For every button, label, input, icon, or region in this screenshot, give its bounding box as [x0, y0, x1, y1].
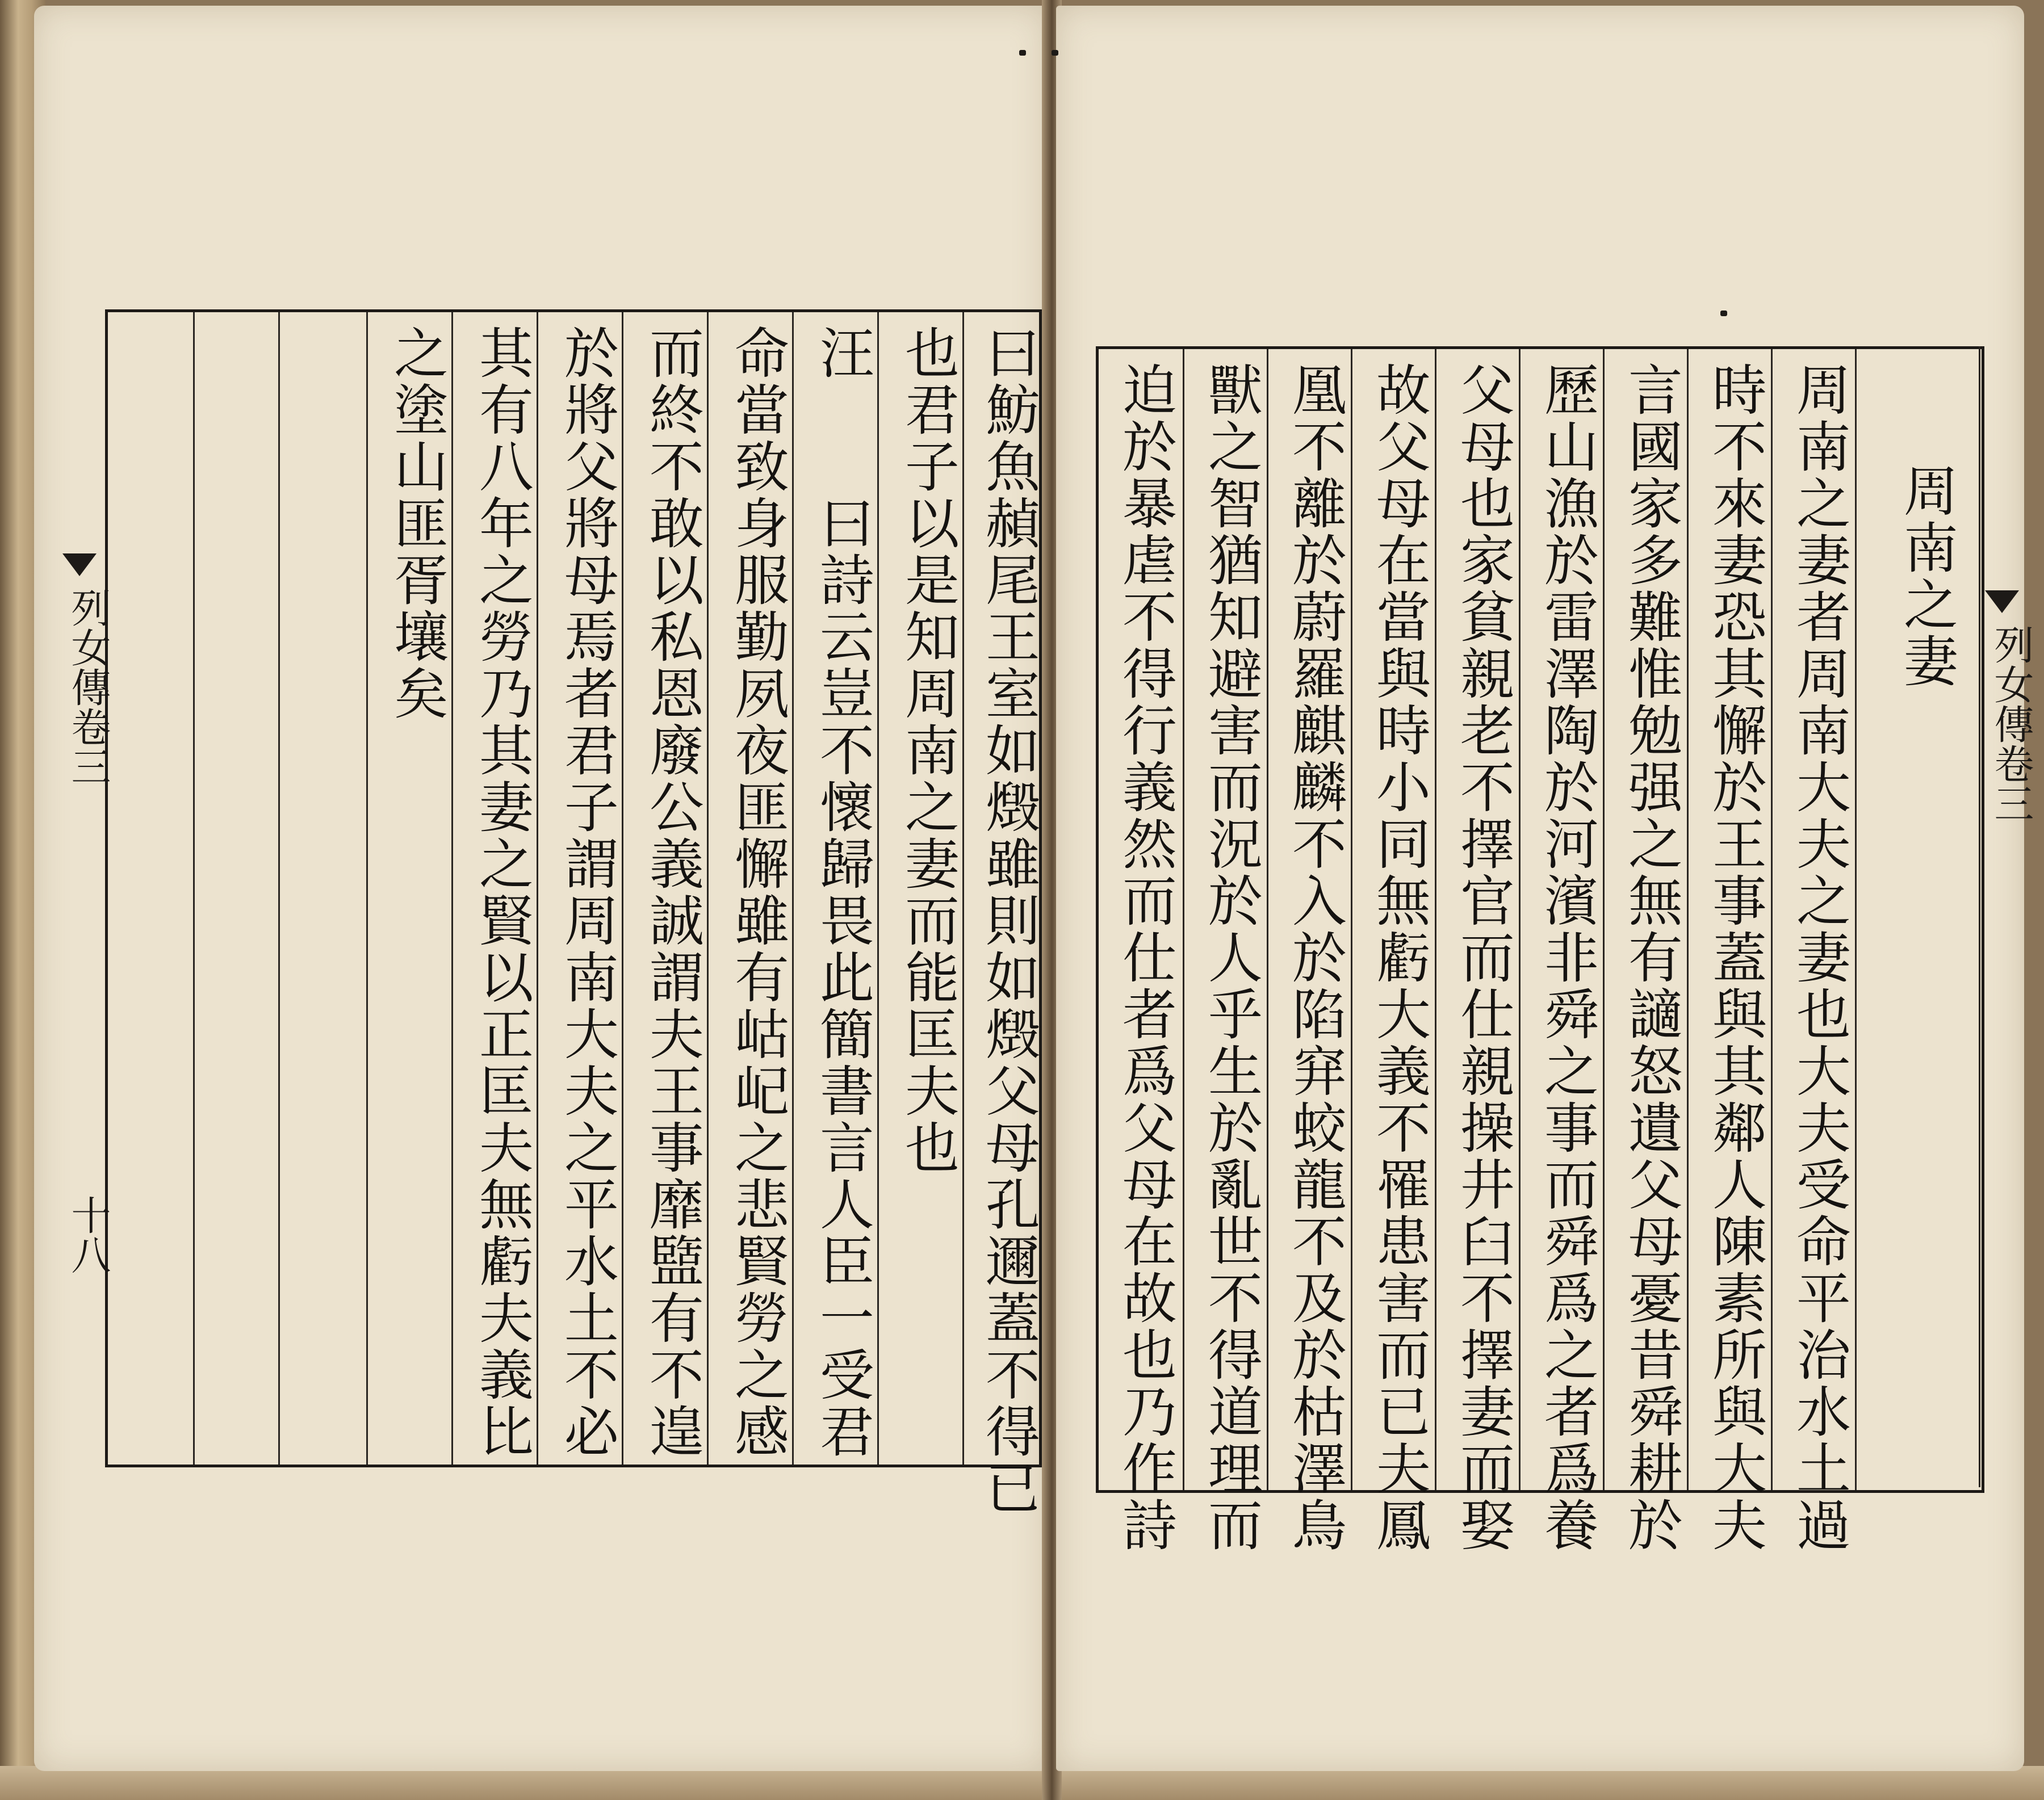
right-column-7-text: 凰不離於蔚羅麒麟不入於陷穽蛟龍不及於枯澤鳥	[1283, 362, 1347, 1554]
right-page-center-strip	[1979, 346, 2034, 1487]
right-column-3-text: 言國家多難惟勉强之無有讁怒遺父母憂昔舜耕於	[1619, 362, 1683, 1554]
blank-column-2	[193, 312, 278, 1465]
left-column-2-text: 也君子以是知周南之妻而能匡夫也	[896, 325, 960, 1176]
right-column-2-text: 時不來妻恐其懈於王事蓋與其鄰人陳素所與大夫	[1703, 362, 1767, 1554]
right-column-5-text: 父母也家貧親老不擇官而仕親操井臼不擇妻而娶	[1451, 362, 1515, 1554]
text-column-3	[792, 312, 877, 1465]
right-column-4	[1519, 349, 1603, 1554]
text-column-8	[366, 312, 451, 1465]
left-column-5-text: 而終不敢以私恩廢公義誠謂夫王事靡盬有不遑	[640, 325, 705, 1460]
right-column-1	[1771, 349, 1855, 1554]
text-column-2	[877, 312, 962, 1465]
right-column-9	[1099, 349, 1183, 1554]
right-column-5	[1435, 349, 1519, 1554]
printer-mark-middle	[1720, 311, 1727, 316]
right-column-6-text: 故父母在當與時小同無虧大義不罹患害而已夫鳳	[1367, 362, 1431, 1554]
right-column-4-text: 歷山漁於雷澤陶於河濱非舜之事而舜爲之者爲養	[1535, 362, 1599, 1554]
left-column-8-text: 之塗山匪胥壤矣	[385, 325, 449, 722]
spine-title-left: 列女傳卷三	[65, 588, 111, 786]
left-column-3-text: 汪 曰詩云豈不懷歸畏此簡書言人臣一受君	[811, 325, 875, 1460]
spine-title-right: 列女傳卷三	[1988, 624, 2034, 823]
text-column-7	[451, 312, 537, 1465]
book-bottom-edge	[0, 1766, 2044, 1800]
printer-mark-top	[1052, 50, 1058, 56]
right-text-frame	[1096, 346, 1984, 1554]
right-column-8-text: 獸之智猶知避害而況於人乎生於亂世不得道理而	[1199, 362, 1263, 1554]
text-column-4	[707, 312, 792, 1465]
left-column-4-text: 命當致身服勤夙夜匪懈雖有岵屺之悲賢勞之感	[726, 325, 790, 1460]
right-column-2	[1687, 349, 1771, 1554]
chapter-heading: 周南之妻	[1895, 463, 1959, 690]
left-text-frame	[105, 309, 1042, 1517]
fish-tail-mark	[62, 553, 97, 576]
printer-mark	[1019, 50, 1026, 56]
blank-column-1	[108, 312, 193, 1465]
right-column-8	[1183, 349, 1267, 1554]
right-column-1-text: 周南之妻者周南大夫之妻也大夫受命平治水土過	[1787, 362, 1852, 1554]
left-page-number: 十八	[65, 1195, 111, 1274]
left-column-6-text: 於將父將母焉者君子謂周南大夫之平水土不必	[555, 325, 619, 1460]
right-page	[1056, 6, 2034, 1771]
heading-column	[1855, 349, 1979, 1490]
fish-tail-mark-right	[1985, 590, 2019, 613]
left-page	[34, 6, 1048, 1771]
blank-column-3	[278, 312, 363, 1465]
right-column-3	[1603, 349, 1687, 1554]
text-column-6	[537, 312, 622, 1465]
text-column-5	[622, 312, 707, 1465]
left-page-center-strip	[54, 309, 111, 1462]
text-column-1	[962, 312, 1041, 1517]
right-column-9-text: 迫於暴虐不得行義然而仕者爲父母在故也乃作詩	[1113, 362, 1178, 1554]
left-column-1-text: 曰魴魚赬尾王室如燬雖則如燬父母孔邇蓋不得已	[977, 325, 1041, 1517]
left-column-7-text: 其有八年之勞乃其妻之賢以正匡夫無虧夫義比	[470, 325, 534, 1460]
right-column-7	[1267, 349, 1351, 1554]
right-column-6	[1351, 349, 1435, 1554]
